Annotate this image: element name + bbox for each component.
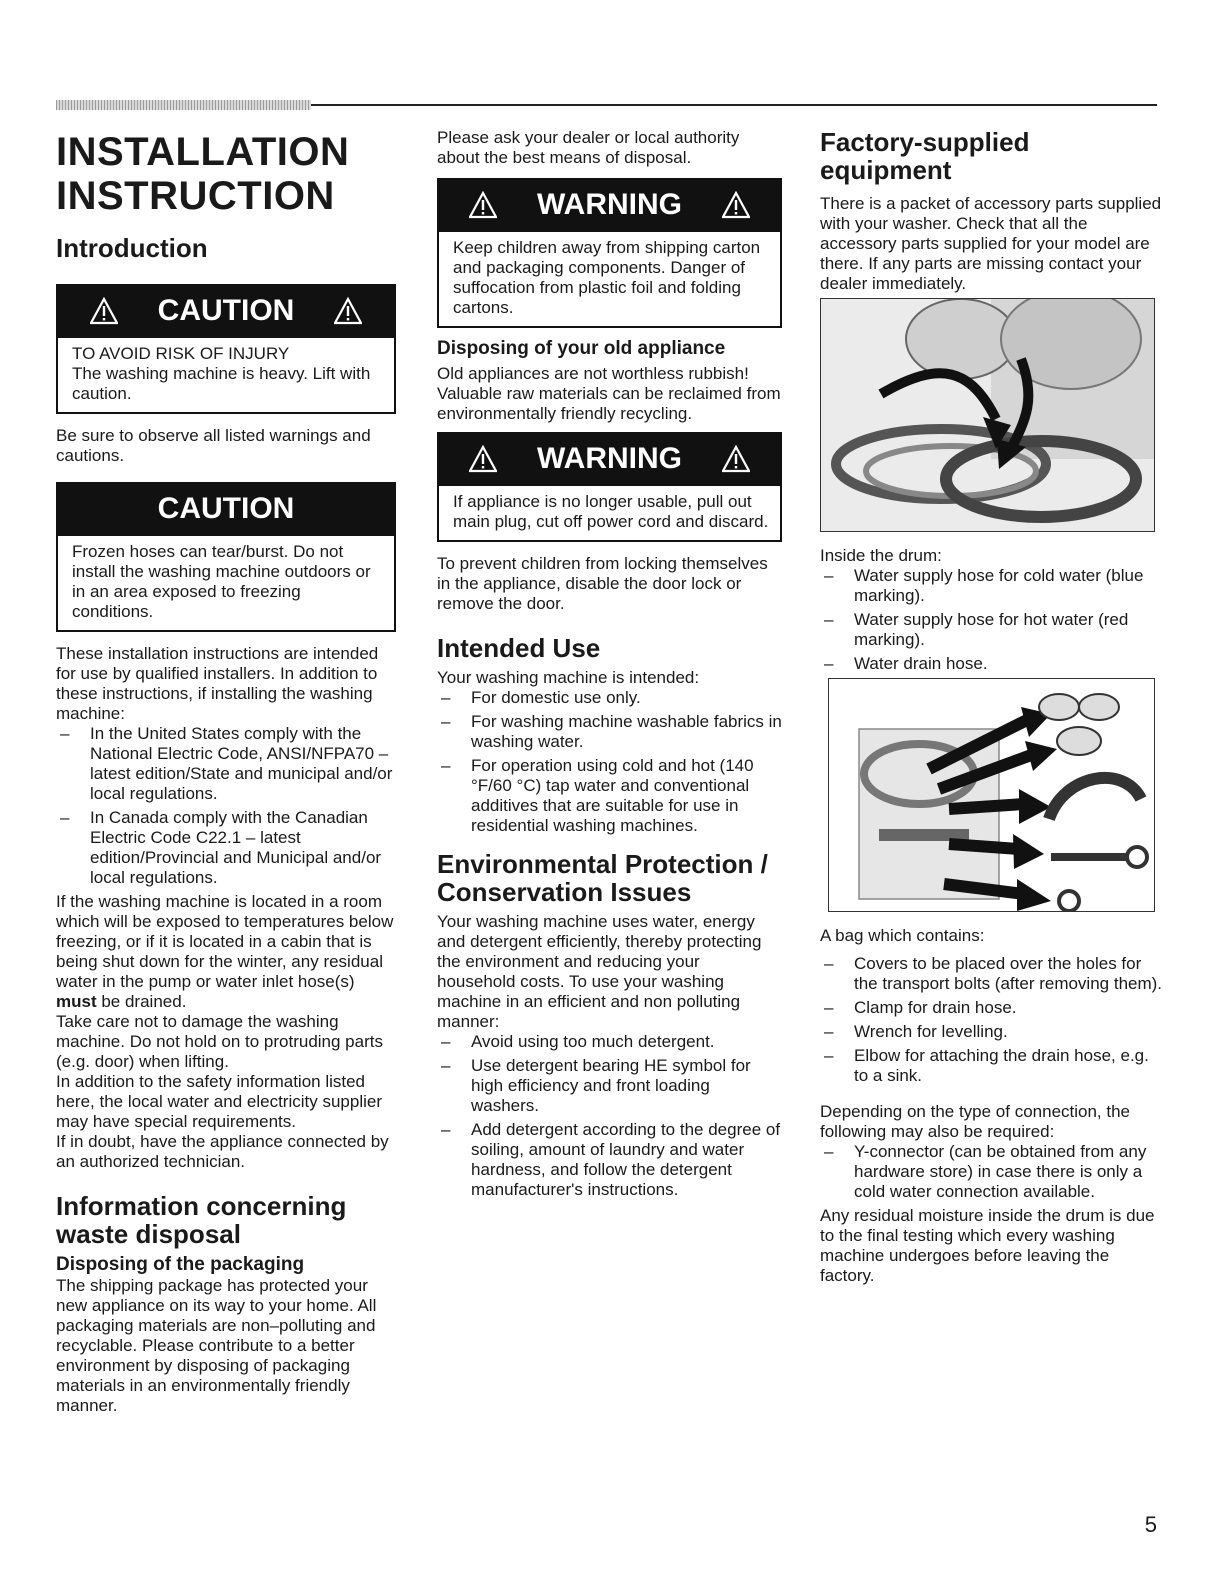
warning-label: WARNING: [537, 442, 682, 475]
list-item: – Covers to be placed over the holes for the transport bolts (after removing them).: [820, 954, 1165, 994]
caution-frozen-text: Frozen hoses can tear/burst. Do not install the washing machine outdoors or in an area exposed to freezing conditions.: [72, 542, 371, 621]
list-item: – Elbow for attaching the drain hose, e.g. to a sink.: [820, 1046, 1165, 1086]
page-title: [56, 130, 396, 218]
warning-children-text: Keep children away from shipping carton and packaging components. Danger of suffocation from plastic foil and folding cartons.: [453, 238, 761, 317]
safety-text: In addition to the safety information listed here, the local water and electricity supplier may have special requirements.: [56, 1072, 382, 1131]
list-item: – Water supply hose for cold water (blue marking).: [820, 566, 1165, 606]
residual-moisture-text: Any residual moisture inside the drum is due to the final testing which every washing machine undergoes before leaving the factory.: [820, 1206, 1155, 1285]
bag-contents-text: A bag which contains:: [820, 926, 985, 945]
list-item: – Water drain hose.: [820, 654, 1165, 674]
bag-items-list: [820, 954, 1165, 1086]
caution-injury-line: TO AVOID RISK OF INJURY: [72, 344, 290, 363]
header-hatch-bar: [56, 100, 311, 110]
list-item: – Wrench for levelling.: [820, 1022, 1165, 1042]
warning-triangle-icon: [90, 297, 118, 325]
intended-use-list: [437, 688, 782, 836]
care-text: Take care not to damage the washing machine. Do not hold on to protruding parts (e.g. door) when lifting.: [56, 1012, 383, 1071]
freezing-text-pre: If the washing machine is located in a room which will be exposed to temperatures below freezing, or if it is located in a cabin that is being shut down for the winter, any residual water in the pump or water inlet hose(s): [56, 892, 394, 991]
drum-hoses-illustration: [820, 298, 1155, 532]
caution-box-header: [58, 484, 394, 536]
caution-label: CAUTION: [157, 294, 295, 327]
list-item: – Clamp for drain hose.: [820, 998, 1165, 1018]
list-item: – In the United States comply with the National Electric Code, ANSI/NFPA70 – latest edition/State and municipal and/or local regulations.: [56, 724, 396, 804]
freezing-text-post: be drained.: [96, 992, 187, 1011]
old-appliance-heading: Disposing of your old appliance: [437, 338, 726, 359]
freezing-text: [56, 892, 396, 1012]
dealer-text: Please ask your dealer or local authority about the best means of disposal.: [437, 128, 740, 167]
warning-triangle-icon: [469, 445, 497, 473]
list-item: – Add detergent according to the degree of soiling, amount of laundry and water hardness, and follow the detergent manufacturer's instructions.: [437, 1120, 782, 1200]
list-item: – In Canada comply with the Canadian Electric Code C22.1 – latest edition/Provincial and Municipal and/or local regulations.: [56, 808, 396, 888]
caution-box-header: [58, 286, 394, 338]
observe-warnings-text: Be sure to observe all listed warnings and cautions.: [56, 426, 371, 465]
caution-label: CAUTION: [157, 492, 295, 525]
warning-triangle-icon: [334, 297, 362, 325]
list-item: – For washing machine washable fabrics in washing water.: [437, 712, 782, 752]
title-line-2: INSTRUCTION: [56, 174, 335, 218]
inside-drum-text: Inside the drum:: [820, 546, 942, 565]
column-middle: [437, 128, 782, 1204]
accessory-bag-illustration: [828, 678, 1155, 912]
list-item: – Avoid using too much detergent.: [437, 1032, 782, 1052]
factory-equipment-heading: Factory-supplied equipment: [820, 127, 1030, 185]
warning-box-discard: [437, 432, 782, 542]
warning-box-children: [437, 178, 782, 328]
introduction-heading: Introduction: [56, 233, 208, 263]
warning-triangle-icon: [469, 191, 497, 219]
warning-discard-text: If appliance is no longer usable, pull out main plug, cut off power cord and discard.: [453, 492, 769, 531]
intended-use-heading: Intended Use: [437, 633, 601, 663]
accessory-packet-text: There is a packet of accessory parts supplied with your washer. Check that all the accessory parts supplied for your model are there. If any parts are missing contact your dealer immediately.: [820, 194, 1162, 293]
children-lock-text: To prevent children from locking themselves in the appliance, disable the door lock or remove the door.: [437, 554, 768, 613]
caution-box-frozen: [56, 482, 396, 632]
packaging-heading: Disposing of the packaging: [56, 1254, 305, 1275]
connection-items-list: [820, 1142, 1165, 1202]
environmental-heading: Environmental Protection / Conservation Issues: [437, 849, 768, 907]
header-rule: [311, 104, 1157, 106]
old-appliance-text: Old appliances are not worthless rubbish! Valuable raw materials can be reclaimed from environmentally friendly recycling.: [437, 364, 781, 423]
install-regulations-list: [56, 724, 396, 888]
caution-injury-text: The washing machine is heavy. Lift with caution.: [72, 364, 371, 403]
list-item: – Water supply hose for hot water (red marking).: [820, 610, 1165, 650]
page-number: 5: [1144, 1512, 1157, 1537]
intended-use-text: Your washing machine is intended:: [437, 668, 700, 687]
list-item: – For domestic use only.: [437, 688, 782, 708]
caution-box-injury: [56, 284, 396, 414]
list-item: – Use detergent bearing HE symbol for high efficiency and front loading washers.: [437, 1056, 782, 1116]
title-line-1: INSTALLATION: [56, 130, 350, 174]
drum-items-list: [820, 566, 1165, 674]
doubt-text: If in doubt, have the appliance connected by an authorized technician.: [56, 1132, 389, 1171]
environmental-list: [437, 1032, 782, 1200]
caution-box-body: [58, 338, 394, 412]
warning-triangle-icon: [722, 191, 750, 219]
hoses-drawing: [821, 299, 1154, 531]
accessories-drawing: [829, 679, 1154, 911]
waste-disposal-heading: Information concerning waste disposal: [56, 1191, 347, 1249]
environmental-text: Your washing machine uses water, energy and detergent efficiently, thereby protecting the environment and reducing your household costs. To use your washing machine in an efficient and non polluting manner:: [437, 912, 762, 1031]
list-item: – For operation using cold and hot (140 °F/60 °C) tap water and conventional additives that are suitable for use in residential washing machines.: [437, 756, 782, 836]
freezing-text-must: must: [56, 992, 97, 1011]
list-item: – Y-connector (can be obtained from any hardware store) in case there is only a cold water connection available.: [820, 1142, 1165, 1202]
packaging-text: The shipping package has protected your new appliance on its way to your home. All packaging materials are non–polluting and recyclable. Please contribute to a better environment by disposing of packaging materials in an environmentally friendly manner.: [56, 1276, 377, 1415]
column-right: [820, 128, 1165, 1286]
warning-box-header: [439, 180, 780, 232]
warning-box-header: [439, 434, 780, 486]
warning-label: WARNING: [537, 188, 682, 221]
connection-type-text: Depending on the type of connection, the following may also be required:: [820, 1102, 1131, 1141]
installers-text: These installation instructions are intended for use by qualified installers. In addition to these instructions, if installing the washing machine:: [56, 644, 379, 723]
column-left: [56, 120, 396, 1416]
warning-triangle-icon: [722, 445, 750, 473]
